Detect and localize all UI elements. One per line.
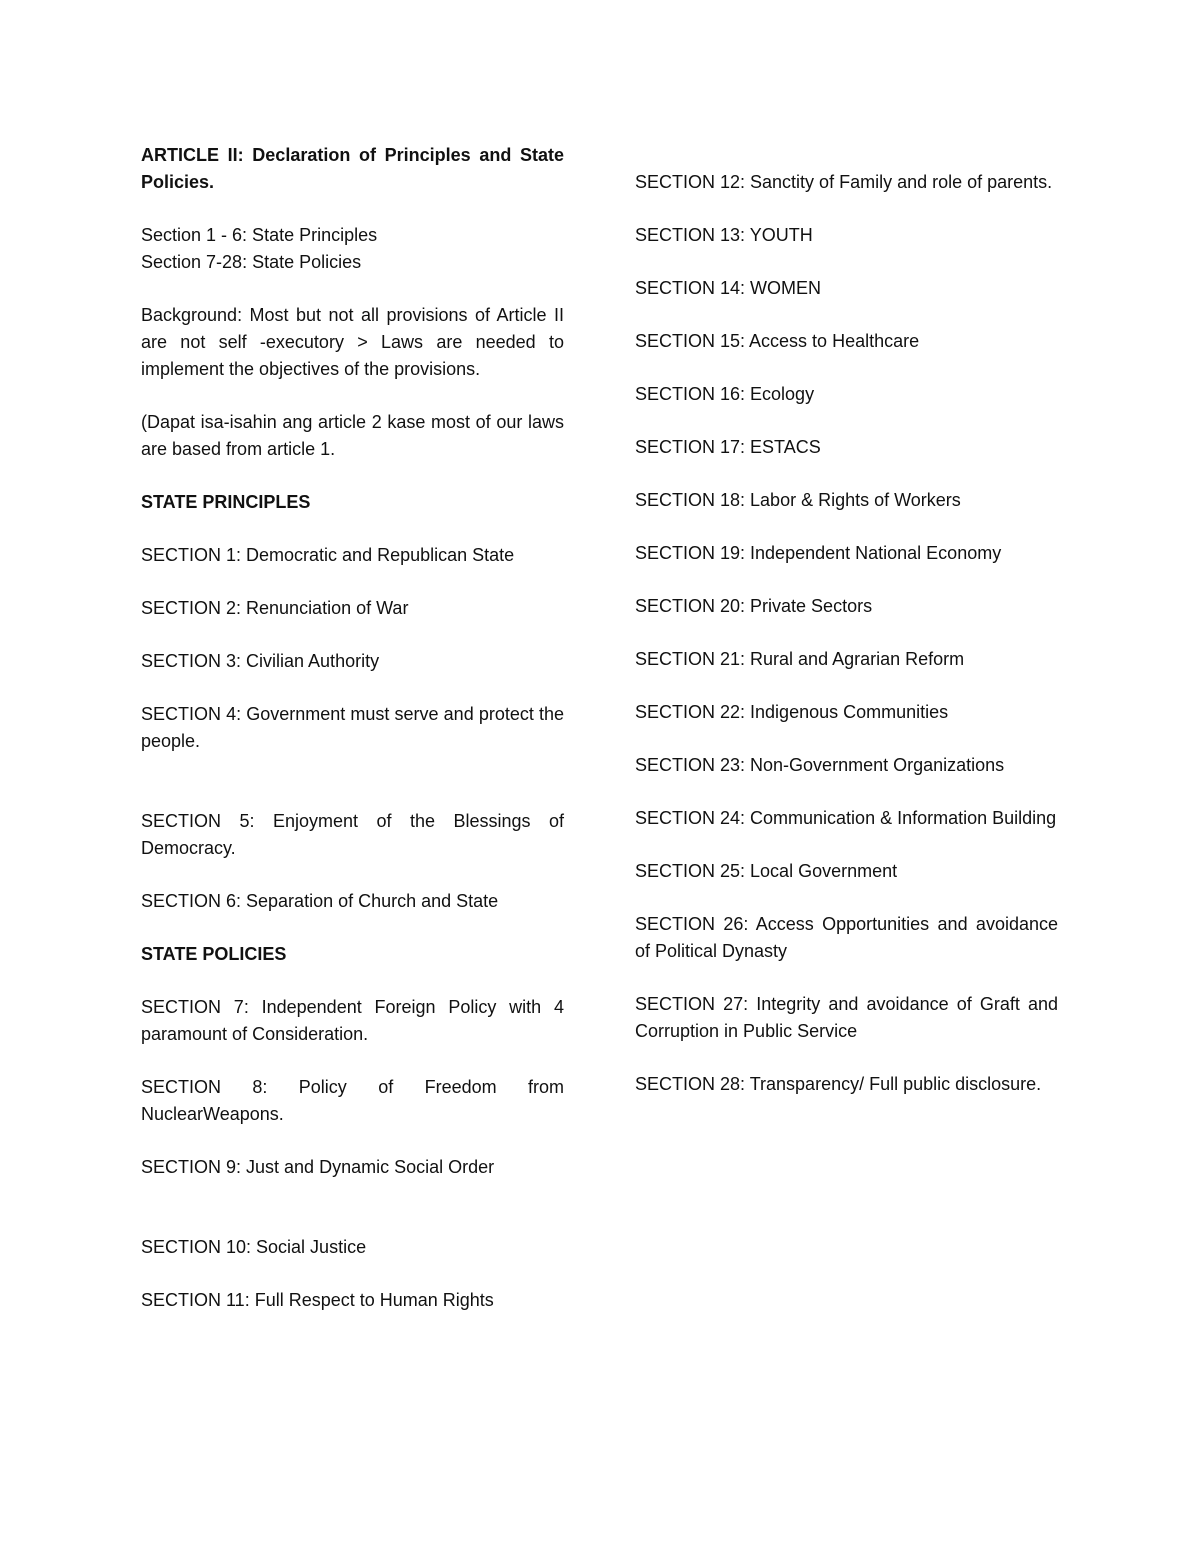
heading-state-principles: STATE PRINCIPLES <box>141 492 311 512</box>
article-title: ARTICLE II: Declaration of Principles and State Policies. <box>141 145 564 192</box>
section-7: SECTION 7: Independent Foreign Policy with 4 paramount of Consideration. <box>141 997 564 1044</box>
section-27: SECTION 27: Integrity and avoidance of Graft and Corruption in Public Service <box>635 994 1058 1041</box>
section-range-principles: Section 1 - 6: State Principles <box>141 225 378 245</box>
section-9: SECTION 9: Just and Dynamic Social Order <box>141 1157 495 1177</box>
section-10: SECTION 10: Social Justice <box>141 1237 367 1257</box>
section-11: SECTION 11: Full Respect to Human Rights <box>141 1290 494 1310</box>
right-column <box>635 169 1058 1098</box>
left-column <box>141 142 564 1314</box>
section-20: SECTION 20: Private Sectors <box>635 596 873 616</box>
section-26: SECTION 26: Access Opportunities and avoidance of Political Dynasty <box>635 914 1058 961</box>
section-23: SECTION 23: Non-Government Organizations <box>635 755 1005 775</box>
heading-state-policies: STATE POLICIES <box>141 944 287 964</box>
note-paragraph: (Dapat isa-isahin ang article 2 kase most of our laws are based from article 1. <box>141 412 564 459</box>
section-16: SECTION 16: Ecology <box>635 384 815 404</box>
section-18: SECTION 18: Labor & Rights of Workers <box>635 490 961 510</box>
section-3: SECTION 3: Civilian Authority <box>141 651 380 671</box>
section-21: SECTION 21: Rural and Agrarian Reform <box>635 649 965 669</box>
section-2: SECTION 2: Renunciation of War <box>141 598 409 618</box>
section-12: SECTION 12: Sanctity of Family and role of parents. <box>635 172 1053 192</box>
background-paragraph: Background: Most but not all provisions of Article II are not self -executory > Laws are needed to implement the objectives of the provisions. <box>141 305 564 379</box>
section-1: SECTION 1: Democratic and Republican State <box>141 545 515 565</box>
section-25: SECTION 25: Local Government <box>635 861 898 881</box>
section-15: SECTION 15: Access to Healthcare <box>635 331 920 351</box>
section-5: SECTION 5: Enjoyment of the Blessings of Democracy. <box>141 811 564 858</box>
section-4: SECTION 4: Government must serve and protect the people. <box>141 704 564 751</box>
section-13: SECTION 13: YOUTH <box>635 225 813 245</box>
section-6: SECTION 6: Separation of Church and State <box>141 891 499 911</box>
section-22: SECTION 22: Indigenous Communities <box>635 702 949 722</box>
section-19: SECTION 19: Independent National Economy <box>635 543 1002 563</box>
section-14: SECTION 14: WOMEN <box>635 278 822 298</box>
section-24: SECTION 24: Communication & Information Building <box>635 808 1057 828</box>
section-28: SECTION 28: Transparency/ Full public disclosure. <box>635 1074 1042 1094</box>
section-range-policies: Section 7-28: State Policies <box>141 252 362 272</box>
section-17: SECTION 17: ESTACS <box>635 437 821 457</box>
section-8: SECTION 8: Policy of Freedom from NuclearWeapons. <box>141 1077 564 1124</box>
